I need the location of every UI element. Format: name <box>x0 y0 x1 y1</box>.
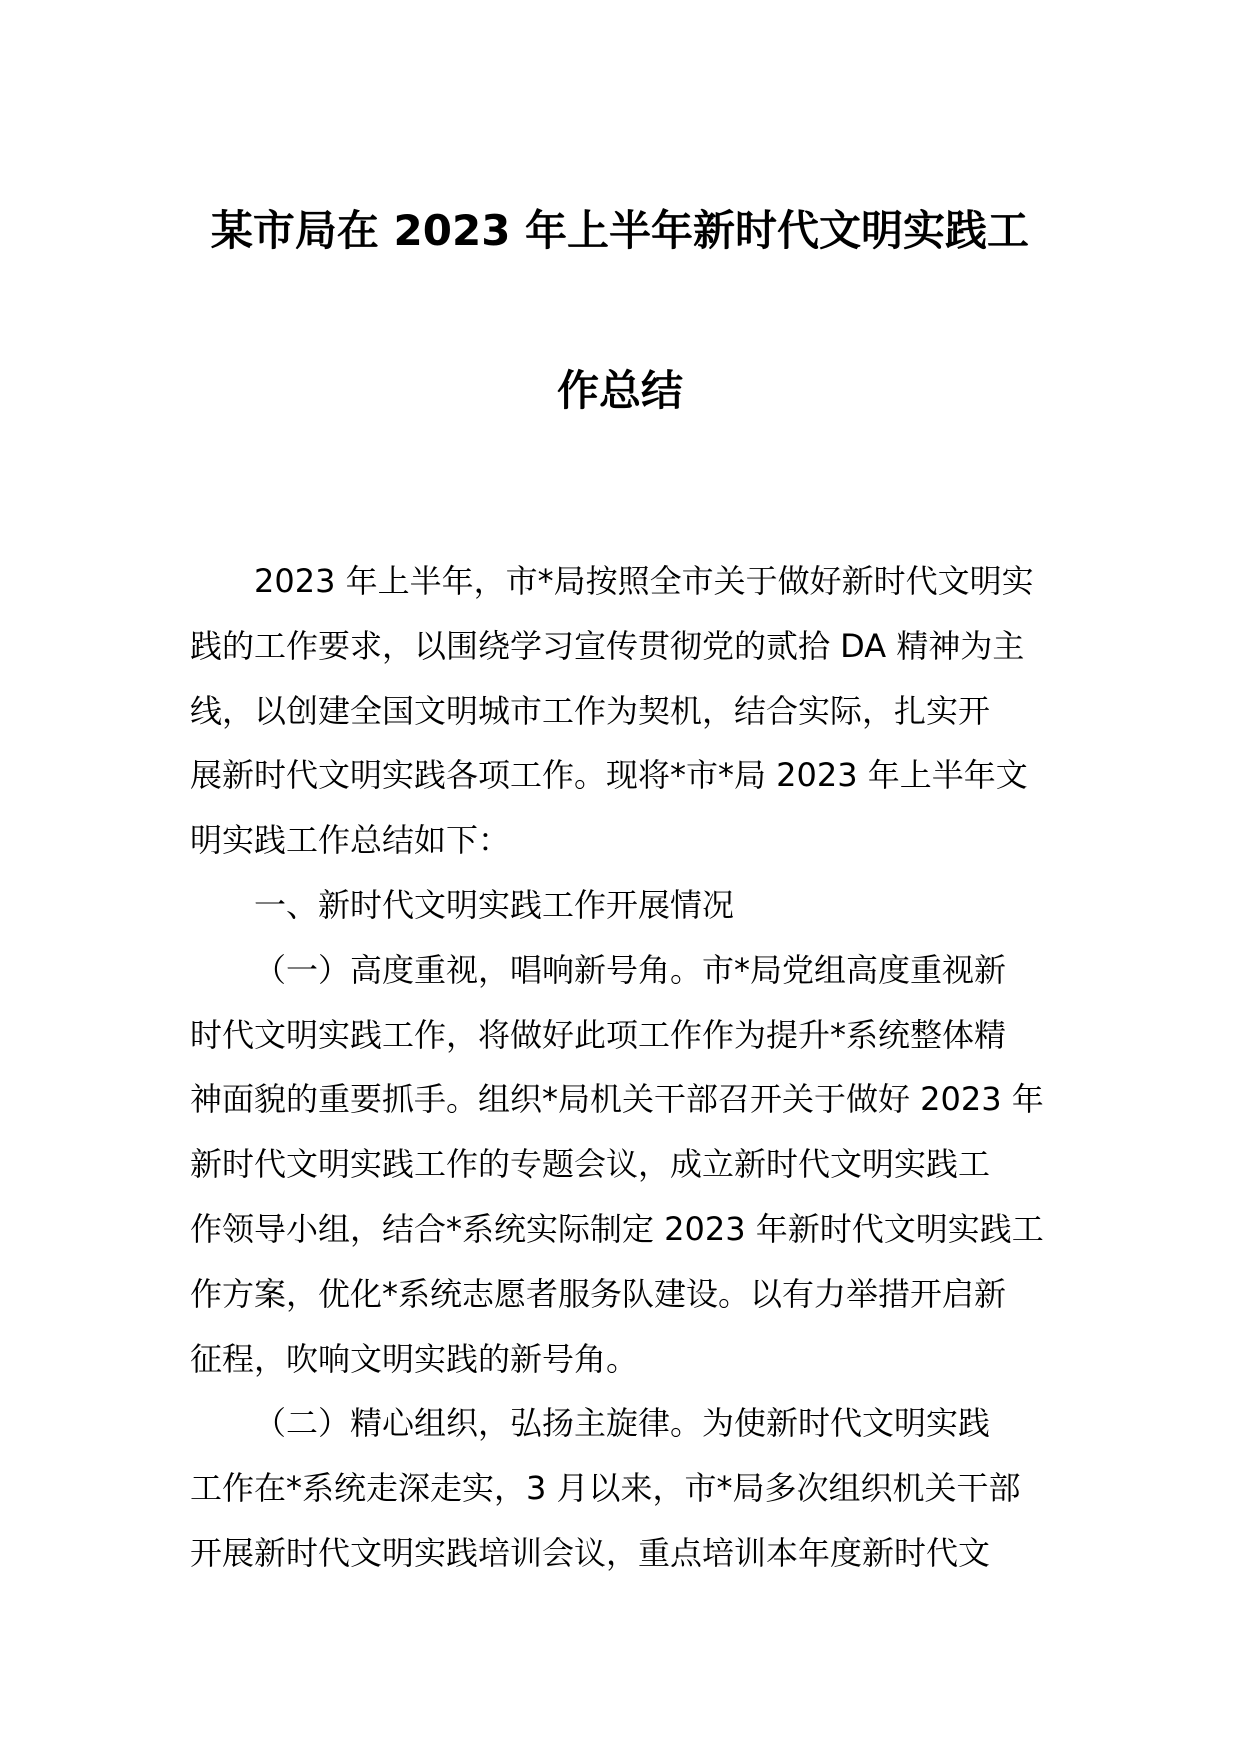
subsection-1-line: 神面貌的重要抓手。组织*局机关干部召开关于做好 2023 年 <box>190 1080 1044 1119</box>
subsection-1-line: 新时代文明实践工作的专题会议，成立新时代文明实践工 <box>190 1145 991 1184</box>
paragraph-intro-line: 明实践工作总结如下： <box>190 821 511 860</box>
section-heading: 一、新时代文明实践工作开展情况 <box>254 885 735 924</box>
subsection-1-line: 征程，吹响文明实践的新号角。 <box>190 1339 639 1378</box>
subsection-1-line: 作方案，优化*系统志愿者服务队建设。以有力举措开启新 <box>190 1274 1007 1313</box>
paragraph-intro-line: 2023 年上半年，市*局按照全市关于做好新时代文明实 <box>254 562 1034 600</box>
subsection-2-line: 工作在*系统走深走实，3 月以来，市*局多次组织机关干部 <box>190 1469 1021 1508</box>
subsection-2-line: （二）精心组织，弘扬主旋律。为使新时代文明实践 <box>254 1404 991 1443</box>
document-title-line-1: 某市局在 2023 年上半年新时代文明实践工 <box>210 206 1030 255</box>
subsection-1-line: （一）高度重视，唱响新号角。市*局党组高度重视新 <box>254 950 1007 989</box>
subsection-1-line: 作领导小组，结合*系统实际制定 2023 年新时代文明实践工 <box>190 1209 1044 1248</box>
subsection-1-line: 时代文明实践工作，将做好此项工作作为提升*系统整体精 <box>190 1015 1007 1054</box>
document-body <box>190 549 1060 1586</box>
paragraph-intro-line: 线，以创建全国文明城市工作为契机，结合实际，扎实开 <box>190 691 991 730</box>
document-title-line-2: 作总结 <box>556 366 683 415</box>
paragraph-intro-line: 践的工作要求，以围绕学习宣传贯彻党的贰拾 DA 精神为主 <box>190 626 1025 665</box>
paragraph-intro-line: 展新时代文明实践各项工作。现将*市*局 2023 年上半年文 <box>190 756 1028 795</box>
subsection-2-line: 开展新时代文明实践培训会议，重点培训本年度新时代文 <box>190 1533 991 1572</box>
